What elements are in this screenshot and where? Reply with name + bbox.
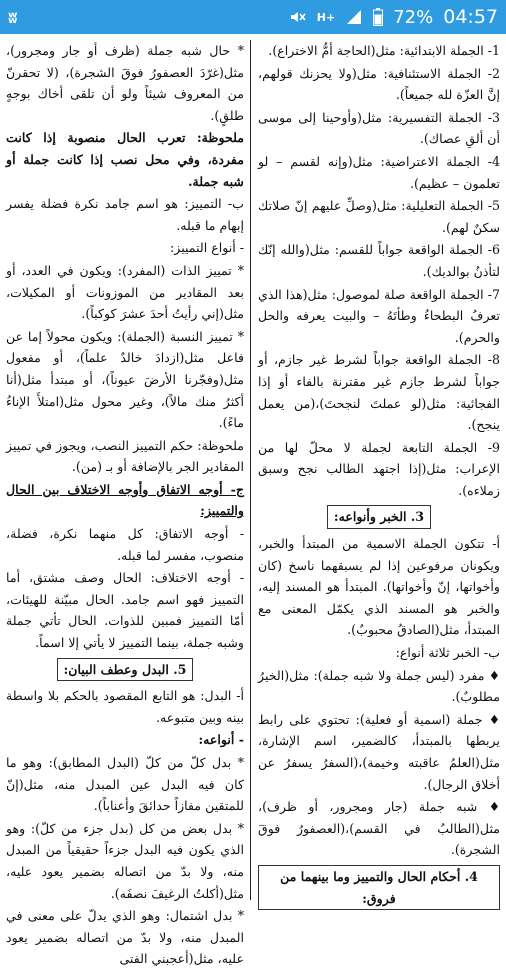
list-item: * تمييز النسبة (الجملة): ويكون محولاً إما عن فاعل مثل(ازدادَ خالدٌ علماً)، أو مفعول مثل(وفجّرنا الأرضَ عيوناً)، أو مبتدأ مثل(أنا أكثرُ منك مالاً)، وغير محول مثل(امتلأَ الإناءُ ماءً). xyxy=(6,328,244,431)
battery-percent: 72% xyxy=(393,6,434,28)
mute-icon xyxy=(289,8,307,26)
paragraph: * حال شبه جملة (ظرف أو جار ومجرور)، مثل(غرّدَ العصفورُ فوقَ الشجرة)، (لا تحقرنّ من المعروف شيئاً ولو أن تلقى أخاك بوجهٍ طلقٍ). xyxy=(6,43,244,123)
subheading: ج- أوجه الاتفاق وأوجه الاختلاف بين الحال والتمييز: xyxy=(6,481,244,519)
paragraph: - أوجه الاختلاف: الحال وصف مشتق، أما التمييز فهو اسم جامد. الحال مبيّنة للهيئات، أمّا التمييز فمبين للذوات. الحال تأتي جملة وشبه جملة، بينما التمييز لا يأتي إلا اسماً. xyxy=(6,570,244,651)
list-item: ♦ مفرد (ليس جملة ولا شبه جملة): مثل(الخيرُ مطلوبٌ). xyxy=(258,667,500,705)
section-heading: 5. البدل وعطف البيان: xyxy=(6,658,244,682)
list-item: * بدل كلّ من كلّ (البدل المطابق): وهو ما كان فيه البدل عين المبدل منه، مثل(إنّ للمتقين مفازاً حدائقَ وأعناباً). xyxy=(6,755,244,814)
paragraph: 6- الجملة الواقعة جواباً للقسم: مثل(والله إنّك لتأذنُ بوالديك). xyxy=(258,242,500,279)
section-heading: 3. الخبر وأنواعه: xyxy=(258,505,500,529)
paragraph: 2- الجملة الاستئنافية: مثل(ولا يحزنك قولهم، إنَّ العزّة لله جميعاً). xyxy=(258,65,500,103)
paragraph: ب- التمييز: هو اسم جامد نكرة فضلة يفسر إبهام ما قبله. xyxy=(6,196,244,233)
signal-icon xyxy=(345,8,363,26)
paragraph: 3- الجملة التفسيرية: مثل(وأوحينا إلى موسى أن ألقِ عصاك). xyxy=(258,109,500,147)
note: ملحوظة: تعرب الحال منصوبة إذا كانت مفردة، وفي محل نصب إذا كانت جملة أو شبه جملة. xyxy=(6,130,244,189)
left-column xyxy=(6,40,244,967)
list-item: * بدل بعض من كل (بدل جزء من كلّ): وهو الذي يكون فيه البدل جزءاً حقيقياً من المبدل منه، ولا بدّ من اتصاله بضمير يعود عليه، مثل(أكلتُ الرغيفَ نصفَه). xyxy=(6,820,244,901)
paragraph: 5- الجملة التعليلية: مثل(وصلِّ عليهم إنّ صلاتك سكنٌ لهم). xyxy=(258,198,500,235)
paragraph: ب- الخبر ثلاثة أنواع: xyxy=(395,645,500,661)
subheading: - أنواعه: xyxy=(198,732,244,748)
column-divider xyxy=(250,40,251,900)
paragraph: 7- الجملة الواقعة صلة لموصول: مثل(هذا الذي تعرفُ البطحاءُ وطأتَهُ – والبيت يعرفه والحل والحرم). xyxy=(258,286,500,345)
clock: 04:57 xyxy=(443,6,498,28)
paragraph: أ- البدل: هو التابع المقصود بالحكم بلا واسطة بينه وبين متبوعه. xyxy=(6,688,244,725)
paragraph: 4- الجملة الاعتراضية: مثل(وإنه لقسم – لو تعلمون – عظيم). xyxy=(258,153,500,191)
app-icon: ʬ xyxy=(8,7,18,27)
status-bar-right xyxy=(289,6,498,28)
status-bar-left xyxy=(8,8,17,27)
paragraph: - أوجه الاتفاق: كل منهما نكرة، فضلة، منصوب، مفسر لما قبله. xyxy=(6,526,244,563)
paragraph: 9- الجملة التابعة لجملة لا محلّ لها من الإعراب: مثل(إذا اجتهد الطالب نجح وسبق زملاءه). xyxy=(258,439,500,498)
note: ملحوظة: حكم التمييز النصب، ويجوز في تمييز المقادير الجر بالإضافة أو بـ (من). xyxy=(6,437,244,475)
paragraph: 1- الجملة الابتدائية: مثل(الحاجة أمُّ الاختراع). xyxy=(268,43,500,58)
list-item: ♦ جملة (اسمية أو فعلية): تحتوي على رابط يربطها بالمبتدأ، كالضمير، اسم الإشارة، مثل(العلمُ عاقبته وخيمة)،(السفرُ يسفرُ عن أخلاق الرجال). xyxy=(258,711,500,792)
document-page[interactable] xyxy=(0,34,506,967)
paragraph: - أنواع التمييز: xyxy=(170,240,244,256)
list-item: * تمييز الذات (المفرد): ويكون في العدد، أو بعد المقادير من الموزونات أو المكيلات، مثل(إني رأيتُ أحدَ عشرَ كوكباً). xyxy=(6,262,244,322)
list-item: ♦ شبه جملة (جار ومجرور، أو ظرف)، مثل(الطالبُ في القسم)،(العصفورُ فوقَ الشجرة). xyxy=(258,799,500,858)
section-heading: 4. أحكام الحال والتمييز وما بينهما من فروق: xyxy=(258,865,500,910)
network-type: H+ xyxy=(316,10,336,24)
paragraph: 8- الجملة الواقعة جواباً لشرط غير جازم، أو جواباً لشرط جازم غير مقترنة بالفاء أو إذا الفجائية: مثل(لو عملتَ لنجحتَ)،(من يعمل ينجح). xyxy=(258,352,500,433)
list-item: * بدل اشتمال: وهو الذي يدلّ على معنى في المبدل منه، ولا بدّ من اتصاله بضمير يعود عليه، مثل(أعجبني الفتى xyxy=(6,908,244,967)
right-column xyxy=(258,40,500,906)
paragraph: أ- تتكون الجملة الاسمية من المبتدأ والخبر، ويكونان مرفوعين إذا لم يسبقهما ناسخ (كان وأخواتها، إنّ وأخواتها). المبتدأ هو المسند إليه، والخبر هو المسند الذي يكمّل المعنى مع المبتدأ، مثل(الصادقُ محبوبٌ). xyxy=(258,536,500,638)
status-bar xyxy=(0,0,506,34)
battery-icon xyxy=(373,8,383,26)
